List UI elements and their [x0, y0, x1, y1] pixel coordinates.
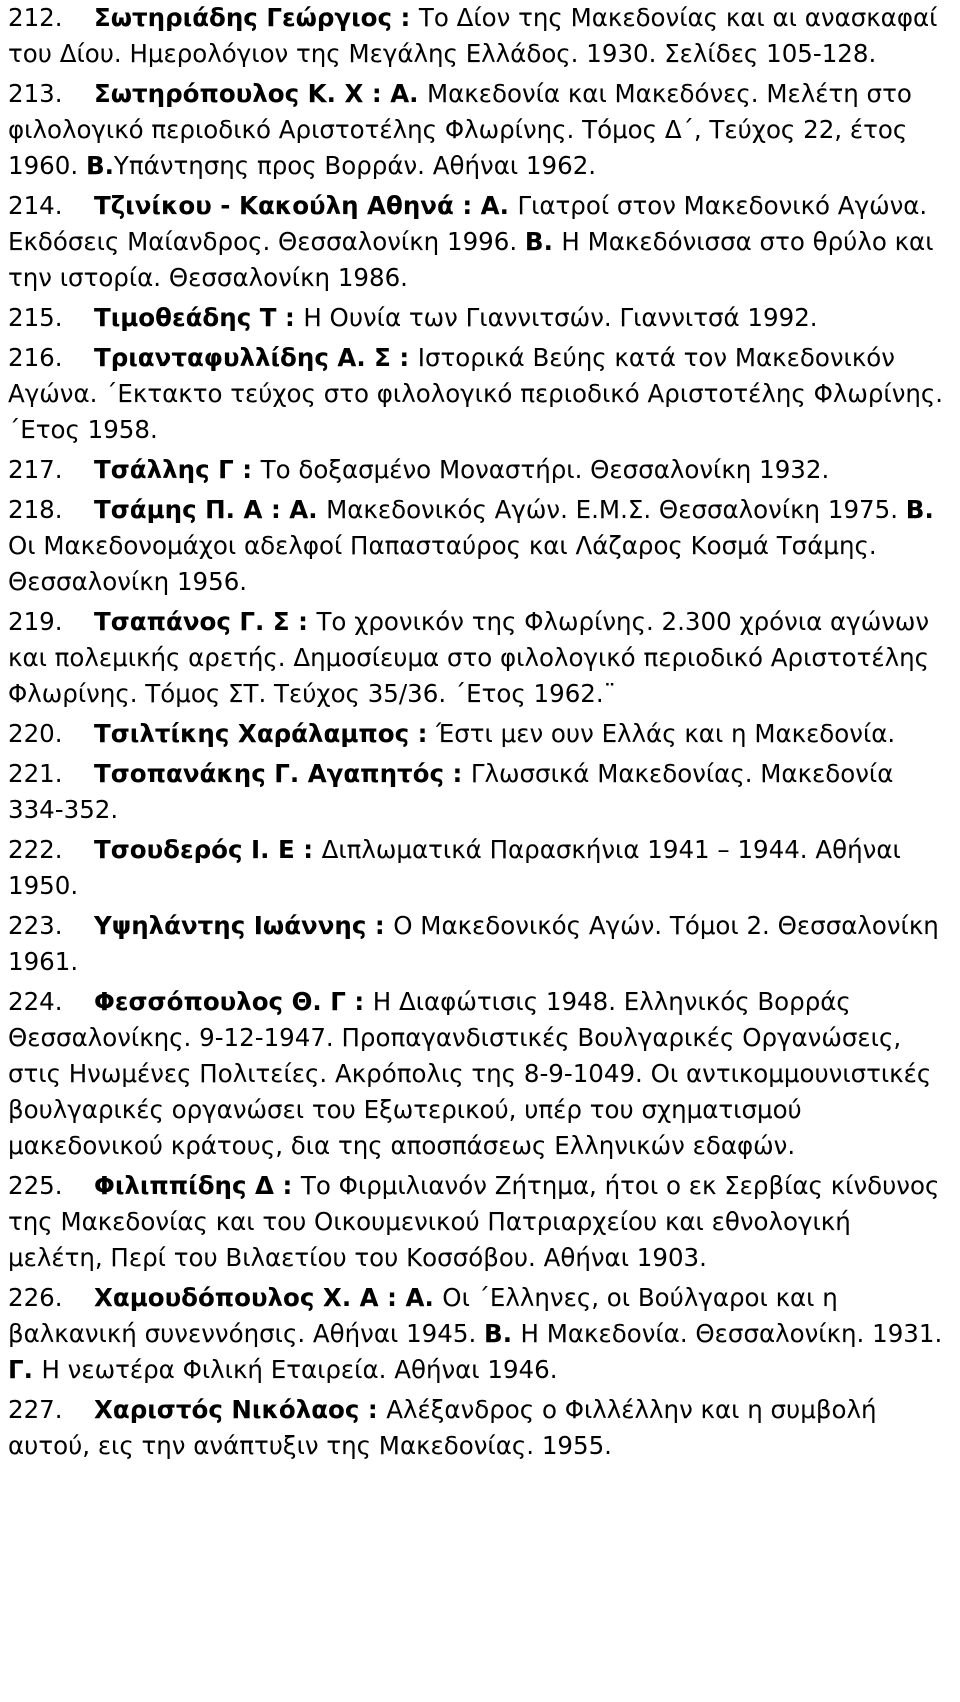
- entry-text: Η νεωτέρα Φιλική Εταιρεία. Αθήναι 1946.: [41, 1355, 558, 1384]
- entry-text: Αλέξανδρος ο Φιλλέλλην και η συμβολή αυτού, εις την ανάπτυξιν της Μακεδονίας. 1955.: [8, 1395, 877, 1460]
- bibliography-entry-218: [8, 492, 950, 600]
- entry-text: Υπάντησης προς Βορράν. Αθήναι 1962.: [113, 151, 597, 180]
- entry-number: 220.: [8, 719, 63, 748]
- entry-text: Μακεδονικός Αγών. Ε.Μ.Σ. Θεσσαλονίκη 1975.: [326, 495, 906, 524]
- entry-number: 214.: [8, 191, 63, 220]
- bibliography-entry-225: [8, 1168, 950, 1276]
- entry-text: Γλωσσικά Μακεδονίας. Μακεδονία 334-352.: [8, 759, 894, 824]
- entry-author-or-marker: Τσάλλης Γ :: [94, 455, 261, 484]
- entry-author-or-marker: Τσιλτίκης Χαράλαμπος :: [94, 719, 436, 748]
- entry-number: 226.: [8, 1283, 63, 1312]
- entry-number: 222.: [8, 835, 63, 864]
- bibliography-entry-221: [8, 756, 950, 828]
- entry-text: Το Φιρμιλιανόν Ζήτημα, ήτοι ο εκ Σερβίας κίνδυνος της Μακεδονίας και του Οικουμενικού Πατριαρχείου και εθνολογική μελέτη, Περί του Βιλαετίου του Κοσσόβου. Αθήναι 1903.: [8, 1171, 940, 1272]
- entry-author-or-marker: Τσάμης Π. Α : Α.: [94, 495, 327, 524]
- entry-author-or-marker: Τζινίκου - Κακούλη Αθηνά : Α.: [94, 191, 518, 220]
- bibliography-entry-224: [8, 984, 950, 1164]
- entry-number: 218.: [8, 495, 63, 524]
- entry-text: Έστι μεν ουν Ελλάς και η Μακεδονία.: [435, 719, 896, 748]
- entry-text: Το Δίον της Μακεδονίας και αι ανασκαφαί του Δίου. Ημερολόγιον της Μεγάλης Ελλάδος. 1930. Σελίδες 105-128.: [8, 3, 938, 68]
- entry-author-or-marker: Χαριστός Νικόλαος :: [94, 1395, 387, 1424]
- entry-author-or-marker: Τσοπανάκης Γ. Αγαπητός :: [94, 759, 471, 788]
- entry-author-or-marker: Υψηλάντης Ιωάννης :: [94, 911, 394, 940]
- entry-text: Γιατροί στον Μακεδονικό Αγώνα. Εκδόσεις Μαίανδρος. Θεσσαλονίκη 1996.: [8, 191, 928, 256]
- entry-author-or-marker: Φεσσόπουλος Θ. Γ :: [94, 987, 373, 1016]
- bibliography-entry-219: [8, 604, 950, 712]
- entry-author-or-marker: Γ.: [8, 1355, 42, 1384]
- entry-text: Η Διαφώτισις 1948. Ελληνικός Βορράς Θεσσαλονίκης. 9-12-1947. Προπαγανδιστικές Βουλγαρικές Οργανώσεις, στις Ηνωμένες Πολιτείες. Ακρόπολις της 8-9-1049. Οι αντικομμουνιστικές βουλγαρικές οργανώσει του Εξωτερικού, υπέρ του σχηματισμού μακεδονικού κράτους, δια της αποσπάσεως Ελληνικών εδαφών.: [8, 987, 932, 1160]
- entry-author-or-marker: Β.: [524, 227, 562, 256]
- entry-text: Η Μακεδονία. Θεσσαλονίκη. 1931.: [520, 1319, 943, 1348]
- bibliography-entry-226: [8, 1280, 950, 1388]
- entry-text: Το χρονικόν της Φλωρίνης. 2.300 χρόνια αγώνων και πολεμικής αρετής. Δημοσίευμα στο φιλολογικό περιοδικό Αριστοτέλης Φλωρίνης. Τόμος ΣΤ. Τεύχος 35/36. ΄Ετος 1962.¨: [8, 607, 930, 708]
- entry-author-or-marker: Τσουδερός Ι. Ε :: [94, 835, 322, 864]
- bibliography-entry-216: [8, 340, 950, 448]
- entry-number: 216.: [8, 343, 63, 372]
- entry-number: 215.: [8, 303, 63, 332]
- entry-number: 212.: [8, 3, 63, 32]
- entry-number: 219.: [8, 607, 63, 636]
- entry-author-or-marker: Σωτηριάδης Γεώργιος :: [94, 3, 419, 32]
- bibliography-entry-222: [8, 832, 950, 904]
- entry-text: Το δοξασμένο Μοναστήρι. Θεσσαλονίκη 1932.: [260, 455, 830, 484]
- entry-number: 213.: [8, 79, 63, 108]
- bibliography-entry-227: [8, 1392, 950, 1464]
- entry-number: 221.: [8, 759, 63, 788]
- entry-text: Μακεδονία και Μακεδόνες. Μελέτη στο φιλολογικό περιοδικό Αριστοτέλης Φλωρίνης. Τόμος Δ΄, Τεύχος 22, έτος 1960.: [8, 79, 912, 180]
- entry-author-or-marker: Β.: [484, 1319, 521, 1348]
- entry-author-or-marker: Φιλιππίδης Δ :: [94, 1171, 301, 1200]
- entry-text: Οι ΄Ελληνες, οι Βούλγαροι και η βαλκανική συνεννόησις. Αθήναι 1945.: [8, 1283, 838, 1348]
- entry-text: Διπλωματικά Παρασκήνια 1941 – 1944. Αθήναι 1950.: [8, 835, 901, 900]
- entry-text: Ιστορικά Βεύης κατά τον Μακεδονικόν Αγώνα. ΄Εκτακτο τεύχος στο φιλολογικό περιοδικό Αριστοτέλης Φλωρίνης. ΄Ετος 1958.: [8, 343, 944, 444]
- entry-text: Ο Μακεδονικός Αγών. Τόμοι 2. Θεσσαλονίκη 1961.: [8, 911, 939, 976]
- bibliography-entry-223: [8, 908, 950, 980]
- bibliography-entry-217: [8, 452, 950, 488]
- entry-number: 227.: [8, 1395, 63, 1424]
- entry-author-or-marker: Τιμοθεάδης Τ :: [94, 303, 304, 332]
- entry-author-or-marker: Β.: [85, 151, 114, 180]
- bibliography-entry-212: [8, 0, 950, 72]
- entry-text: Η Ουνία των Γιαννιτσών. Γιαννιτσά 1992.: [303, 303, 818, 332]
- bibliography-entry-213: [8, 76, 950, 184]
- entry-author-or-marker: Χαμουδόπουλος Χ. Α : Α.: [94, 1283, 443, 1312]
- entry-author-or-marker: Σωτηρόπουλος Κ. Χ : Α.: [94, 79, 427, 108]
- bibliography-entry-214: [8, 188, 950, 296]
- bibliography-entry-215: [8, 300, 950, 336]
- entry-number: 224.: [8, 987, 63, 1016]
- entry-author-or-marker: Τσαπάνος Γ. Σ :: [94, 607, 317, 636]
- entry-number: 225.: [8, 1171, 63, 1200]
- entry-text: Η Μακεδόνισσα στο θρύλο και την ιστορία. Θεσσαλονίκη 1986.: [8, 227, 934, 292]
- entry-author-or-marker: Β.: [905, 495, 934, 524]
- entry-author-or-marker: Τριανταφυλλίδης Α. Σ :: [94, 343, 418, 372]
- entry-text: Οι Μακεδονομάχοι αδελφοί Παπασταύρος και Λάζαρος Κοσμά Τσάμης. Θεσσαλονίκη 1956.: [8, 531, 877, 596]
- entry-number: 217.: [8, 455, 63, 484]
- entry-number: 223.: [8, 911, 63, 940]
- bibliography-entry-220: [8, 716, 950, 752]
